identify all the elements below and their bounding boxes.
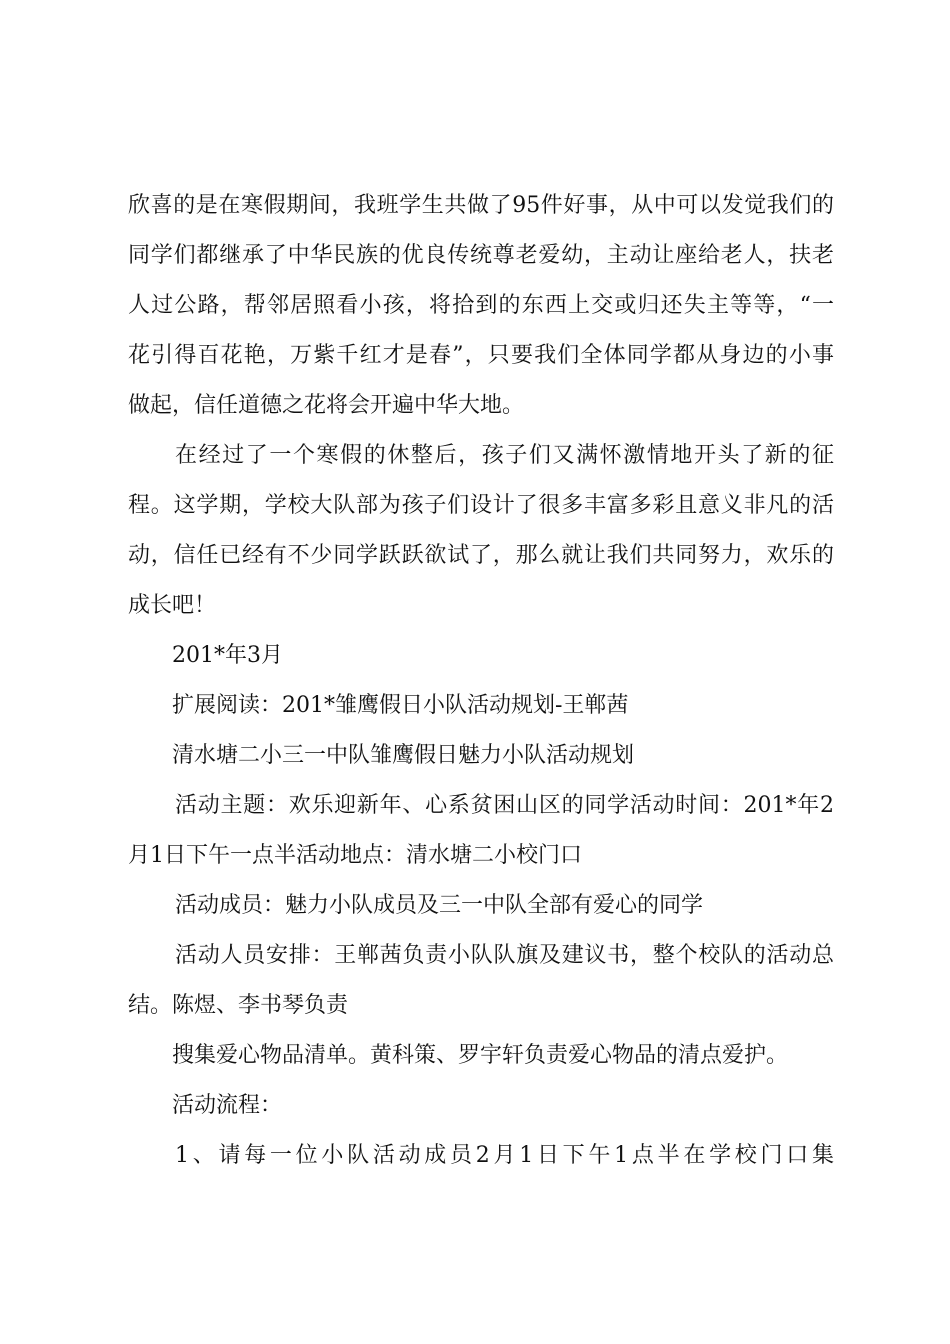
- paragraph-line: 活动成员：魅力小队成员及三一中队全部有爱心的同学: [175, 893, 704, 918]
- section-heading: 活动流程：: [172, 1093, 283, 1118]
- paragraph-line: 月1日下午一点半活动地点：清水塘二小校门口: [128, 843, 582, 868]
- paragraph-line: 成长吧！: [128, 593, 217, 618]
- paragraph-line: 人过公路，帮邻居照看小孩，将拾到的东西上交或归还失主等等，“一: [128, 293, 834, 318]
- paragraph-line: 程。这学期，学校大队部为孩子们设计了很多丰富多彩且意义非凡的活: [128, 493, 834, 518]
- date-line: 201*年3月: [172, 643, 283, 668]
- paragraph-line: 欣喜的是在寒假期间，我班学生共做了95件好事，从中可以发觉我们的: [128, 193, 834, 218]
- paragraph-line: 花引得百花艳，万紫千红才是春”，只要我们全体同学都从身边的小事: [128, 343, 834, 368]
- paragraph-line: 做起，信任道德之花将会开遍中华大地。: [128, 393, 525, 418]
- paragraph-line: 结。陈煜、李书琴负责: [128, 993, 349, 1018]
- list-item: 1、请每一位小队活动成员2月1日下午1点半在学校门口集: [175, 1143, 834, 1168]
- extended-reading-title: 扩展阅读：201*雏鹰假日小队活动规划-王郸茜: [172, 693, 629, 718]
- paragraph-line: 同学们都继承了中华民族的优良传统尊老爱幼，主动让座给老人，扶老: [128, 243, 834, 268]
- paragraph-line: 活动主题：欢乐迎新年、心系贫困山区的同学活动时间：201*年2: [175, 793, 834, 818]
- paragraph-line: 动，信任已经有不少同学跃跃欲试了，那么就让我们共同努力，欢乐的: [128, 543, 834, 568]
- paragraph-line: 活动人员安排：王郸茜负责小队队旗及建议书，整个校队的活动总: [175, 943, 834, 968]
- paragraph-line: 搜集爱心物品清单。黄科策、罗宇轩负责爱心物品的清点爱护。: [172, 1043, 789, 1068]
- plan-title: 清水塘二小三一中队雏鹰假日魅力小队活动规划: [172, 743, 635, 768]
- paragraph-line: 在经过了一个寒假的休整后，孩子们又满怀激情地开头了新的征: [175, 443, 834, 468]
